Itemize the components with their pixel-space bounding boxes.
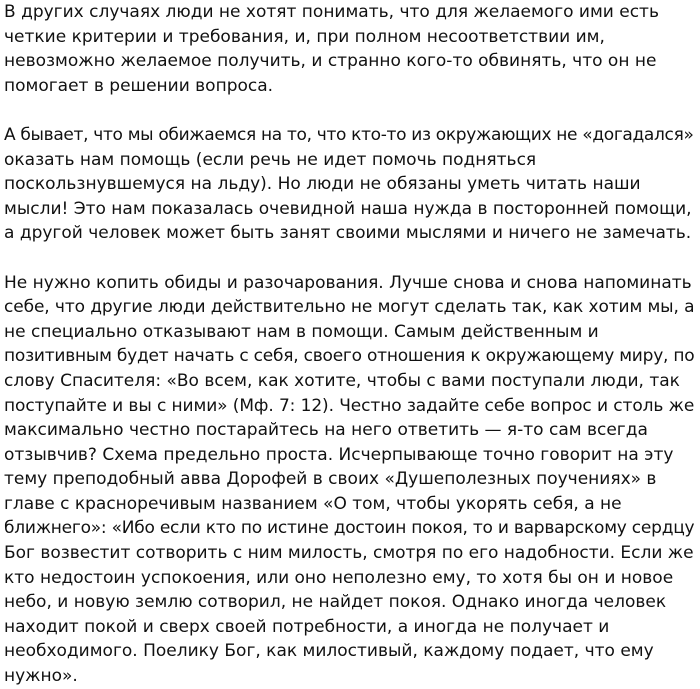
text-line: позитивным будет начать с себя, своего отношения к окружающему миру, по	[4, 346, 695, 367]
text-line: помогает в решении вопроса.	[4, 75, 274, 96]
text-line: тему преподобный авва Дорофей в своих «Душеполезных поучениях» в	[4, 469, 657, 490]
text-line: не специально отказывают нам в помощи. Самым действенным и	[4, 321, 599, 342]
paragraph-3	[4, 271, 694, 689]
text-line: мысли! Это нам показалась очевидной наша нужда в посторонней помощи,	[4, 198, 692, 219]
text-line: необходимого. Поелику Бог, как милостивый, каждому подает, что ему	[4, 641, 654, 662]
paragraph-1	[4, 0, 694, 98]
paragraph-2	[4, 123, 694, 246]
text-line: Бог возвестит сотворить с ним милость, смотря по его надобности. Если же	[4, 543, 694, 564]
text-line: небо, и новую землю сотворил, не найдет покоя. Однако иногда человек	[4, 592, 667, 613]
text-line: кто недостоин успокоения, или оно неполезно ему, то хотя бы он и новое	[4, 567, 674, 588]
text-line: оказать нам помощь (если речь не идет помочь подняться	[4, 149, 537, 170]
text-line: поступайте и вы с ними» (Мф. 7: 12). Честно задайте себе вопрос и столь же	[4, 395, 695, 416]
text-line: поскользнувшемуся на льду). Но люди не обязаны уметь читать наши	[4, 174, 641, 195]
text-line: нужно».	[4, 666, 78, 687]
text-line: себе, что другие люди действительно не могут сделать так, как хотим мы, а	[4, 297, 695, 318]
text-line: максимально честно постарайтесь на него ответить — я-то сам всегда	[4, 420, 648, 441]
text-line: В других случаях люди не хотят понимать, что для желаемого ими есть	[4, 2, 659, 22]
text-line: а другой человек может быть занят своими мыслями и ничего не замечать.	[4, 223, 692, 244]
text-line: главе с красноречивым названием «О том, чтобы укорять себя, а не	[4, 493, 622, 514]
text-line: находит покой и сверх своей потребности, а иногда не получает и	[4, 616, 610, 637]
text-line: А бывает, что мы обижаемся на то, что кто-то из окружающих не «догадался»	[4, 124, 694, 145]
text-line: ближнего»: «Ибо если кто по истине достоин покоя, то и варварскому сердцу	[4, 518, 695, 539]
text-line: отзывчив? Схема предельно проста. Исчерпывающе точно говорит на эту	[4, 444, 674, 465]
text-line: невозможно желаемое получить, и странно кого-то обвинять, что он не	[4, 51, 657, 72]
text-line: слову Спасителя: «Во всем, как хотите, чтобы с вами поступали люди, так	[4, 370, 680, 391]
text-line: Не нужно копить обиды и разочарования. Лучше снова и снова напоминать	[4, 272, 692, 293]
text-line: четкие критерии и требования, и, при полном несоответствии им,	[4, 26, 605, 47]
